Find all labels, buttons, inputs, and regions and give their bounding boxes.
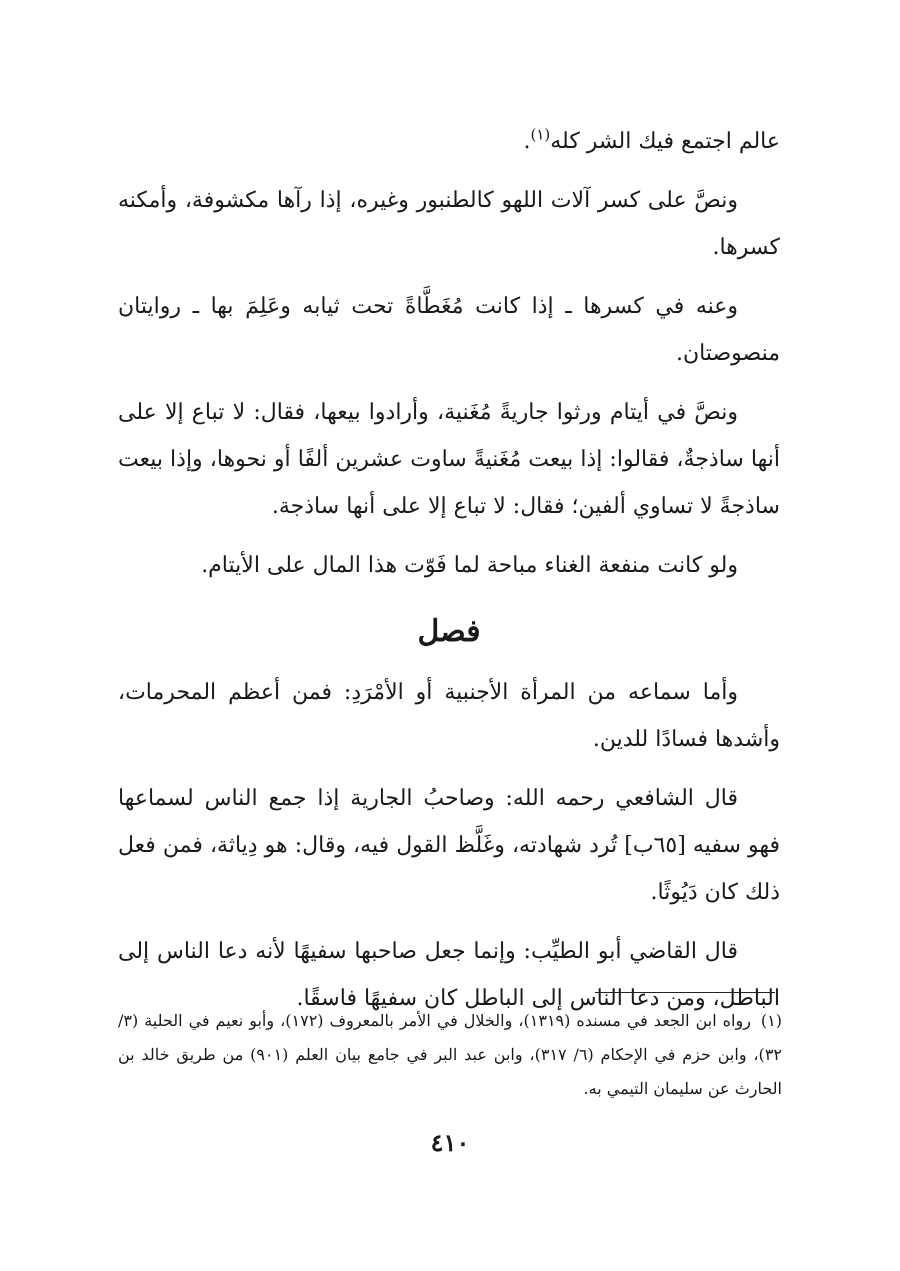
paragraph: قال القاضي أبو الطيِّب: وإنما جعل صاحبها سفيهًا لأنه دعا الناس إلى الباطل، ومن دعا الناس إلى الباطل كان سفيهًا فاسقًا. — [118, 939, 780, 1011]
paragraph: ونصَّ في أيتام ورثوا جاريةً مُغَنية، وأرادوا بيعها، فقال: لا تباع إلا على أنها ساذجةٌ، فقالوا: إذا بيعت مُغَنيةً ساوت عشرين ألفًا أو نحوها، وإذا بيعت ساذجةً لا تساوي ألفين؛ فقال: لا تباع إلا على أنها ساذجة. — [118, 400, 780, 519]
footnote-number: (١) — [760, 1011, 783, 1030]
page-number: ٤١٠ — [430, 1128, 470, 1157]
paragraph-tail: . — [523, 129, 531, 154]
footnote-separator — [595, 992, 775, 993]
footnote-text: رواه ابن الجعد في مسنده (١٣١٩)، والخلال في الأمر بالمعروف (١٧٢)، وأبو نعيم في الحلية (٣/ ٣٢)، وابن حزم في الإحكام (٦/ ٣١٧)، وابن عبد البر في جامع بيان العلم (٩٠١) من طريق خالد بن الحارث عن سليمان التيمي به. — [118, 1011, 782, 1098]
paragraph-text: عالم اجتمع فيك الشر كله — [550, 129, 780, 154]
section-heading: فصل — [417, 614, 481, 649]
paragraph — [118, 118, 780, 165]
footnote-item — [118, 1004, 782, 1106]
paragraph: وأما سماعه من المرأة الأجنبية أو الأمْرَدِ: فمن أعظم المحرمات، وأشدها فسادًا للدين. — [118, 680, 780, 752]
paragraph: وعنه في كسرها ـ إذا كانت مُغَطَّاةً تحت ثيابه وعَلِمَ بها ـ روايتان منصوصتان. — [118, 294, 780, 366]
paragraph: قال الشافعي رحمه الله: وصاحبُ الجارية إذا جمع الناس لسماعها فهو سفيه [٦٥ب] تُرد شهادته، وغَلَّظ القول فيه، وقال: هو دِياثة، فمن فعل ذلك كان دَيُوثًا. — [118, 786, 780, 905]
paragraph: ولو كانت منفعة الغناء مباحة لما فَوّت هذا المال على الأيتام. — [201, 553, 738, 578]
footnotes — [118, 1004, 782, 1106]
footnote-reference[interactable]: (١) — [530, 125, 551, 144]
paragraph: ونصَّ على كسر آلات اللهو كالطنبور وغيره، إذا رآها مكشوفة، وأمكنه كسرها. — [118, 188, 780, 260]
main-text — [118, 118, 783, 1034]
